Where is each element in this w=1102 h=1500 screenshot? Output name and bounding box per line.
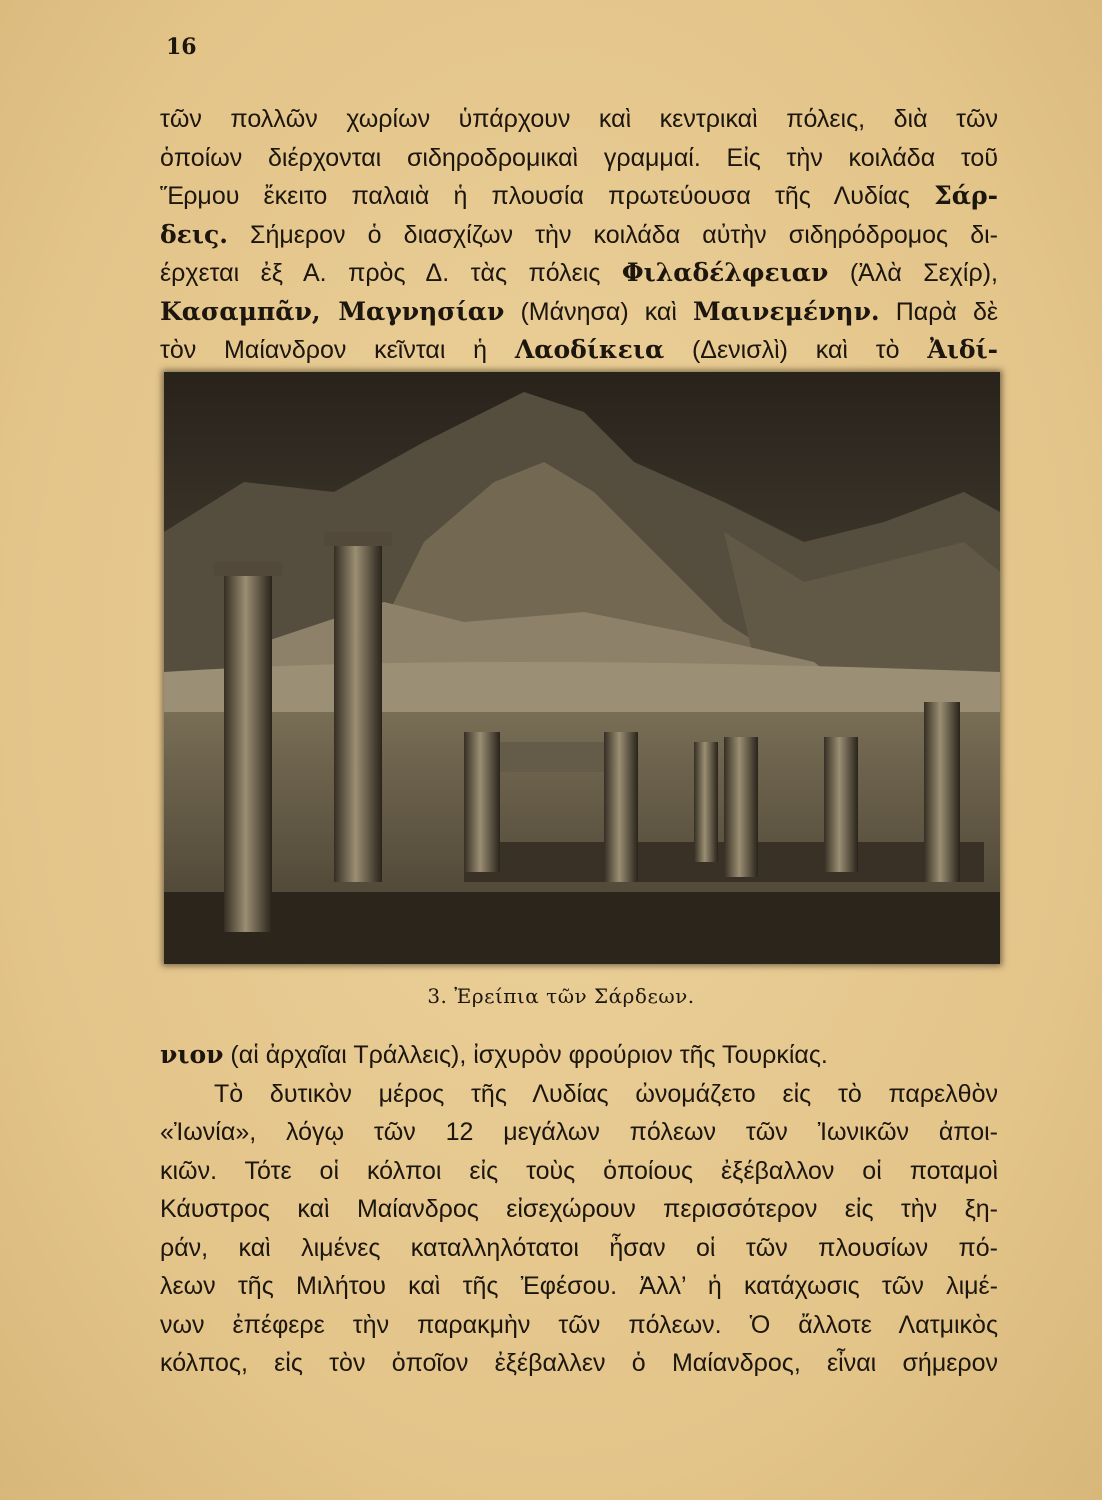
text-line bbox=[160, 1229, 998, 1268]
text-line bbox=[160, 139, 998, 178]
text-run: κιῶν. Τότε οἱ κόλποι εἰς τοὺς ὁποίους ἐξέβαλλον οἱ ποταμοὶ bbox=[160, 1156, 998, 1185]
text-run: τῶν πολλῶν χωρίων ὑπάρχουν καὶ κεντρικαὶ πόλεις, διὰ τῶν bbox=[160, 105, 998, 133]
bold-term: Φιλαδέλφειαν bbox=[621, 258, 829, 287]
figure-caption: 3. Ἐρείπια τῶν Σάρδεων. bbox=[427, 984, 695, 1008]
bold-term: Λαοδίκεια bbox=[514, 335, 665, 364]
text-line bbox=[160, 293, 998, 332]
text-line bbox=[160, 1113, 998, 1152]
text-line bbox=[160, 216, 998, 255]
text-run: ράν, καὶ λιμένες καταλληλότατοι ἦσαν οἱ τῶν πλουσίων πό- bbox=[160, 1233, 998, 1262]
text-run: Παρὰ δὲ bbox=[879, 297, 999, 326]
text-run: ὁποίων διέρχονται σιδηροδρομικαὶ γραμμαί. Εἰς τὴν κοιλάδα τοῦ bbox=[160, 143, 998, 172]
text-run: νων ἐπέφερε τὴν παρακμὴν τῶν πόλεων. Ὁ ἄλλοτε Λατμικὸς bbox=[160, 1310, 998, 1339]
bold-term: Σάρ- bbox=[934, 181, 998, 210]
text-line bbox=[160, 1267, 998, 1306]
text-run: κόλπος, εἰς τὸν ὁποῖον ἐξέβαλλεν ὁ Μαίανδρος, εἶναι σήμερον bbox=[160, 1349, 998, 1377]
page-number: 16 bbox=[166, 34, 197, 60]
text-run: (Μάνησα) καὶ bbox=[504, 297, 694, 326]
text-run: Ἕρμου ἔκειτο παλαιὰ ἡ πλουσία πρωτεύουσα τῆς Λυδίας bbox=[160, 182, 935, 210]
text-line bbox=[160, 100, 998, 139]
text-line bbox=[160, 1344, 998, 1383]
bold-term: Ἀιδί- bbox=[927, 335, 998, 364]
text-line bbox=[160, 1075, 998, 1114]
text-line bbox=[160, 177, 998, 216]
bold-term: Κασαμπᾶν, Μαγνησίαν bbox=[160, 296, 505, 326]
text-run: (αἱ ἀρχαῖαι Τράλλεις), ἰσχυρὸν φρούριον τῆς Τουρκίας. bbox=[223, 1041, 828, 1069]
text-run: λεων τῆς Μιλήτου καὶ τῆς Ἐφέσου. Ἀλλ’ ἡ κατάχωσις τῶν λιμέ- bbox=[160, 1272, 998, 1300]
ruins-photo-illustration bbox=[164, 372, 1000, 964]
text-line bbox=[160, 254, 998, 293]
text-line bbox=[160, 1036, 998, 1075]
text-run: τὸν Μαίανδρον κεῖνται ἡ bbox=[160, 336, 515, 364]
text-line bbox=[160, 331, 998, 370]
text-line bbox=[160, 1306, 998, 1345]
text-line bbox=[160, 1190, 998, 1229]
text-run: (Ἀλὰ Σεχίρ), bbox=[828, 259, 998, 287]
text-run: έρχεται ἐξ Α. πρὸς Δ. τὰς πόλεις bbox=[160, 259, 622, 287]
ruins-photograph bbox=[164, 372, 1000, 964]
text-run: (Δενισλὶ) καὶ τὸ bbox=[664, 336, 928, 364]
text-run: Κάυστρος καὶ Μαίανδρος εἰσεχώρουν περισσότερον εἰς τὴν ξη- bbox=[160, 1195, 998, 1223]
bold-term: νιον bbox=[160, 1040, 224, 1069]
top-paragraph bbox=[160, 100, 998, 370]
text-line bbox=[160, 1152, 998, 1191]
bottom-paragraph bbox=[160, 1036, 998, 1383]
bold-term: Μαινεμένην. bbox=[693, 296, 880, 326]
text-run: «Ἰωνία», λόγῳ τῶν 12 μεγάλων πόλεων τῶν Ἰωνικῶν ἀποι- bbox=[160, 1118, 998, 1146]
text-run: Σήμερον ὁ διασχίζων τὴν κοιλάδα αὐτὴν σιδηρόδρομος δι- bbox=[227, 220, 998, 249]
text-run: Τὸ δυτικὸν μέρος τῆς Λυδίας ὠνομάζετο εἰς τὸ παρελθὸν bbox=[214, 1079, 998, 1108]
bold-term: δεις. bbox=[160, 219, 228, 249]
